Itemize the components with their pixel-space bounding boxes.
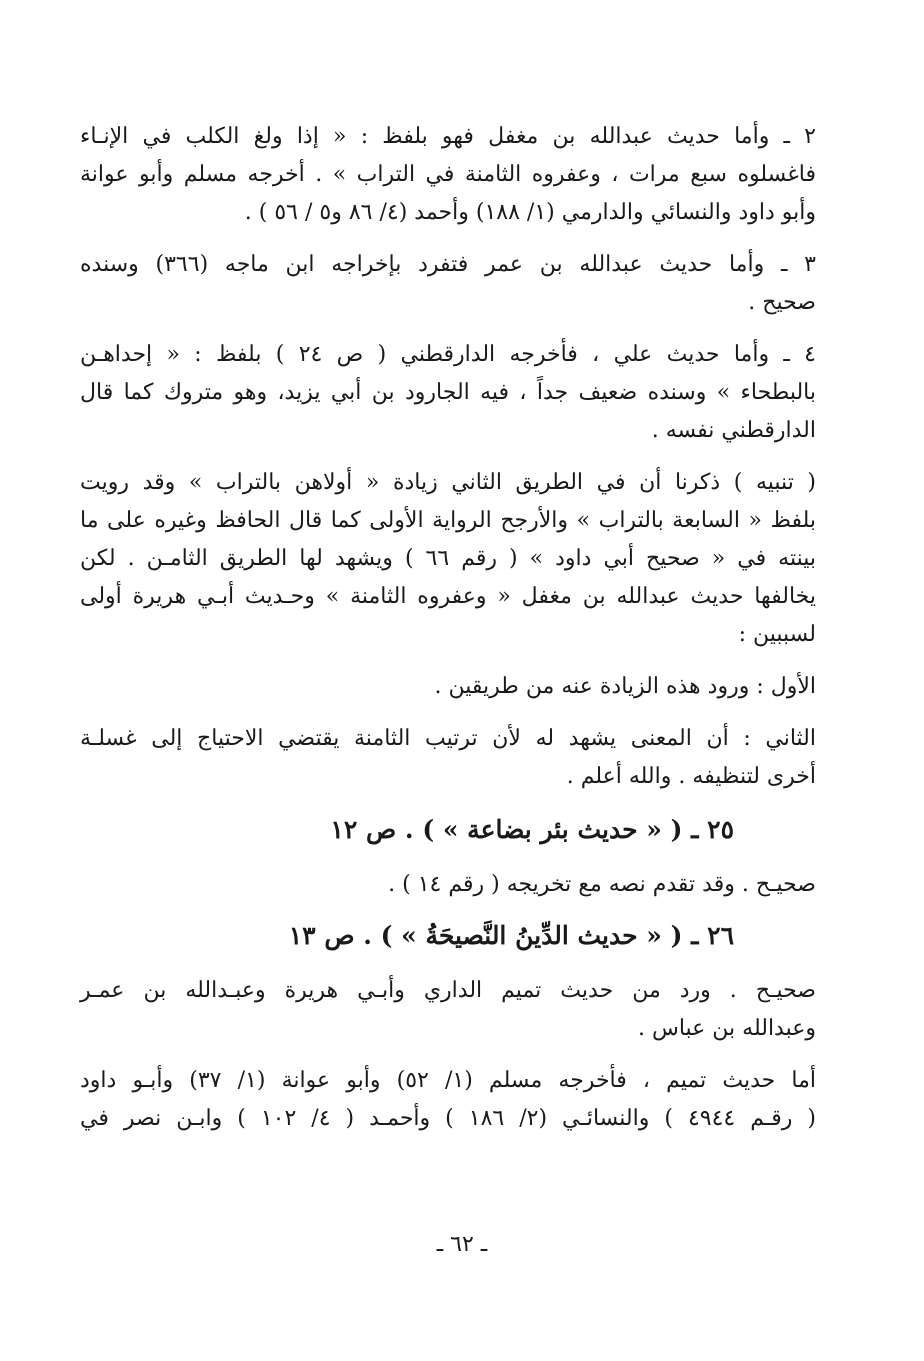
text-line: فاغسلوه سبع مرات ، وعفروه الثامنة في التراب » . أخرجه مسلم وأبو عوانة bbox=[80, 162, 816, 187]
text-line: أما حديث تميم ، فأخرجه مسلم (١/ ٥٢) وأبو عوانة (١/ ٣٧) وأبـو داود bbox=[80, 1068, 816, 1093]
text-line: ٤ ـ وأما حديث علي ، فأخرجه الدارقطني ( ص ٢٤ ) بلفظ : « إحداهـن bbox=[80, 342, 816, 367]
paragraph-note bbox=[80, 464, 816, 654]
paragraph-hadith-4 bbox=[80, 336, 816, 450]
entry-25-heading: ٢٥ ـ ( « حديث بئر بضاعة » ) . ص ١٢ bbox=[330, 815, 734, 844]
paragraph-second-reason bbox=[80, 720, 816, 796]
text-line: الدارقطني نفسه . bbox=[651, 418, 816, 443]
paragraph-first-reason bbox=[80, 668, 816, 706]
text-line: الثاني : أن المعنى يشهد له لأن ترتيب الثامنة يقتضي الاحتياج إلى غسلـة bbox=[80, 726, 816, 751]
page-number: ـ ٦٢ ـ bbox=[436, 1232, 488, 1257]
text-line: وأبو داود والنسائي والدارمي (١/ ١٨٨) وأحمد (٤/ ٨٦ و٥ / ٥٦ ) . bbox=[244, 200, 816, 225]
text-line: بالبطحاء » وسنده ضعيف جداً ، فيه الجارود بن أبي يزيد، وهو متروك كما قال bbox=[80, 380, 816, 405]
paragraph-hadith-3 bbox=[80, 246, 816, 322]
paragraph-hadith-2 bbox=[80, 118, 816, 232]
text-line: لسببين : bbox=[738, 622, 816, 647]
text-line: ( تنبيه ) ذكرنا أن في الطريق الثاني زيادة « أولاهن بالتراب » وقد رويت bbox=[80, 470, 816, 495]
text-line: ٣ ـ وأما حديث عبدالله بن عمر فتفرد بإخراجه ابن ماجه (٣٦٦) وسنده bbox=[80, 252, 816, 277]
text-line: الأول : ورود هذه الزيادة عنه من طريقين . bbox=[434, 674, 816, 699]
text-line: صحيـح . ورد من حديث تميم الداري وأبـي هريرة وعبـدالله بن عمـر bbox=[80, 978, 816, 1003]
page-body bbox=[80, 118, 816, 1152]
text-line: وعبدالله بن عباس . bbox=[638, 1016, 816, 1041]
text-line: ( رقـم ٤٩٤٤ ) والنسائـي (٢/ ١٨٦ ) وأحمـد ( ٤/ ١٠٢ ) وابـن نصر في bbox=[80, 1106, 817, 1131]
paragraph-entry-26-tamim bbox=[80, 1062, 816, 1138]
entry-25-note: صحيـح . وقد تقدم نصه مع تخريجه ( رقم ١٤ ) . bbox=[388, 872, 816, 897]
text-line: صحيح . bbox=[748, 290, 816, 315]
text-line: بينته في « صحيح أبي داود » ( رقم ٦٦ ) ويشهد لها الطريق الثامـن . لكن bbox=[80, 546, 816, 571]
text-line: أخرى لتنظيفه . والله أعلم . bbox=[566, 764, 816, 789]
text-line: ٢ ـ وأما حديث عبدالله بن مغفل فهو بلفظ : « إذا ولغ الكلب في الإنـاء bbox=[80, 124, 816, 149]
text-line: يخالفها حديث عبدالله بن مغفل « وعفروه الثامنة » وحـديث أبـي هريرة أولى bbox=[80, 584, 816, 609]
paragraph-entry-26-sources bbox=[80, 972, 816, 1048]
text-line: بلفظ « السابعة بالتراب » والأرجح الرواية الأولى كما قال الحافظ وغيره على ما bbox=[80, 508, 816, 533]
entry-26-heading: ٢٦ ـ ( « حديث الدِّينُ النَّصيحَةُ » ) . ص ١٣ bbox=[288, 921, 734, 950]
